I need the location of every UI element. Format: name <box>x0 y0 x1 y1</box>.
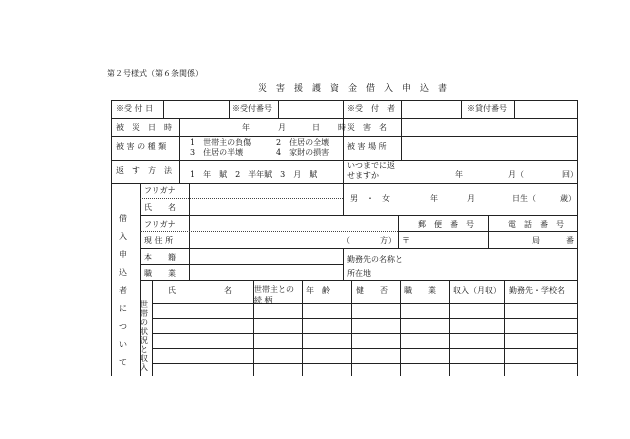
grid-line <box>343 100 344 118</box>
phone-number-unit: 番 <box>566 236 574 245</box>
receiver-label: ※受 付 者 <box>347 104 395 113</box>
grid-line <box>111 183 577 184</box>
damage-option-1: 1 世帯主の負傷 <box>190 138 252 147</box>
grid-line <box>351 280 352 376</box>
employer-label: 勤務先の名称と所在地 <box>347 255 403 278</box>
repayment-methods: 1 年 賦 2 半年賦 3 月 賦 <box>190 170 318 179</box>
grid-line <box>400 280 401 376</box>
grid-line <box>229 100 230 118</box>
grid-line <box>504 280 505 376</box>
furigana-label: フリガナ <box>144 186 176 195</box>
phone-exchange-unit: 局 <box>532 236 540 245</box>
col-workplace-header: 勤務先・学校名 <box>509 286 565 295</box>
applicant-furigana-field[interactable] <box>189 183 342 197</box>
grid-line <box>302 280 303 376</box>
until-year-unit: 年 <box>455 170 463 179</box>
grid-line <box>152 318 577 319</box>
domicile-field[interactable] <box>189 248 342 263</box>
furigana2-label: フリガナ <box>144 220 176 229</box>
grid-line <box>343 183 344 215</box>
receiver-field[interactable] <box>401 101 460 117</box>
col-income-header: 収入（月収） <box>453 286 501 295</box>
grid-line <box>343 248 344 280</box>
grid-line <box>398 215 399 248</box>
disaster-name-field[interactable] <box>401 119 576 135</box>
grid-line <box>152 348 577 349</box>
phone-label: 電 話 番 号 <box>508 220 564 229</box>
address-label: 現 住 所 <box>144 236 174 245</box>
address-field[interactable] <box>189 232 397 248</box>
damage-place-label: 被 害 場 所 <box>347 142 387 151</box>
grid-line <box>152 333 577 334</box>
address-paren-right: 方） <box>380 236 396 245</box>
occupation-label: 職 業 <box>144 269 176 278</box>
grid-line <box>179 118 180 183</box>
until-times-unit: 回） <box>562 170 578 179</box>
disaster-name-label: 災 害 名 <box>347 123 387 132</box>
loan-number-label: ※貸付番号 <box>467 104 507 113</box>
disaster-year-unit: 年 <box>242 123 250 132</box>
until-month-unit: 月（ <box>508 170 524 179</box>
applicant-address-furigana-field[interactable] <box>189 216 397 230</box>
receipt-number-label: ※受付番号 <box>232 104 272 113</box>
damage-option-3: 3 住居の半壊 <box>190 148 244 157</box>
col-age-header: 年 齢 <box>306 286 330 295</box>
damage-option-4: 4 家財の損害 <box>276 148 330 157</box>
grid-line <box>152 303 577 304</box>
col-name-header: 氏 名 <box>168 286 232 295</box>
receipt-date-field[interactable] <box>163 101 228 117</box>
postal-mark: 〒 <box>402 236 410 245</box>
birth-day-unit: 日生（ <box>512 194 536 203</box>
applicant-name-field[interactable] <box>189 198 342 214</box>
birth-month-unit: 月 <box>467 194 475 203</box>
birth-year-unit: 年 <box>430 194 438 203</box>
grid-line <box>449 280 450 376</box>
grid-line <box>152 363 577 364</box>
grid-line <box>461 100 462 118</box>
name-label: 氏 名 <box>144 203 176 212</box>
receipt-number-field[interactable] <box>278 101 342 117</box>
postal-code-label: 郵 便 番 号 <box>418 220 474 229</box>
applicant-side-label: 借入申込者について <box>119 214 127 367</box>
damage-place-field[interactable] <box>401 137 576 159</box>
loan-number-field[interactable] <box>514 101 576 117</box>
receipt-date-label: ※受 付 日 <box>116 104 154 113</box>
form-number: 第２号様式（第６条関係） <box>107 69 203 78</box>
grid-line <box>111 100 112 376</box>
grid-line <box>111 160 577 161</box>
disaster-month-unit: 月 <box>278 123 286 132</box>
disaster-date-label: 被 災 日 時 <box>116 123 172 132</box>
disaster-day-unit: 日 <box>312 123 320 132</box>
form-title: 災 害 援 護 資 金 借 入 申 込 書 <box>258 84 448 94</box>
grid-line <box>577 100 578 376</box>
damage-option-2: 2 住居の全壊 <box>276 138 330 147</box>
damage-type-label: 被 害 の 種 類 <box>116 142 167 151</box>
until-when-label: いつまでに返せますか <box>347 161 395 180</box>
repayment-method-label: 返 す 方 法 <box>116 166 172 175</box>
col-health-header: 健 否 <box>356 286 388 295</box>
address-paren-left: （ <box>342 236 350 245</box>
grid-line <box>488 215 489 248</box>
col-job-header: 職 業 <box>404 286 436 295</box>
col-relation-header: 世帯主との 続 柄 <box>254 285 294 305</box>
household-side-label: 世帯の状況と収入 <box>140 300 148 372</box>
occupation-field[interactable] <box>189 264 342 280</box>
disaster-hour-unit: 時 <box>338 123 346 132</box>
age-unit: 歳） <box>560 194 576 203</box>
domicile-label: 本 籍 <box>144 253 176 262</box>
gender-select[interactable]: 男 ・ 女 <box>350 194 390 203</box>
employer-field[interactable] <box>401 248 576 280</box>
grid-line <box>152 280 153 376</box>
